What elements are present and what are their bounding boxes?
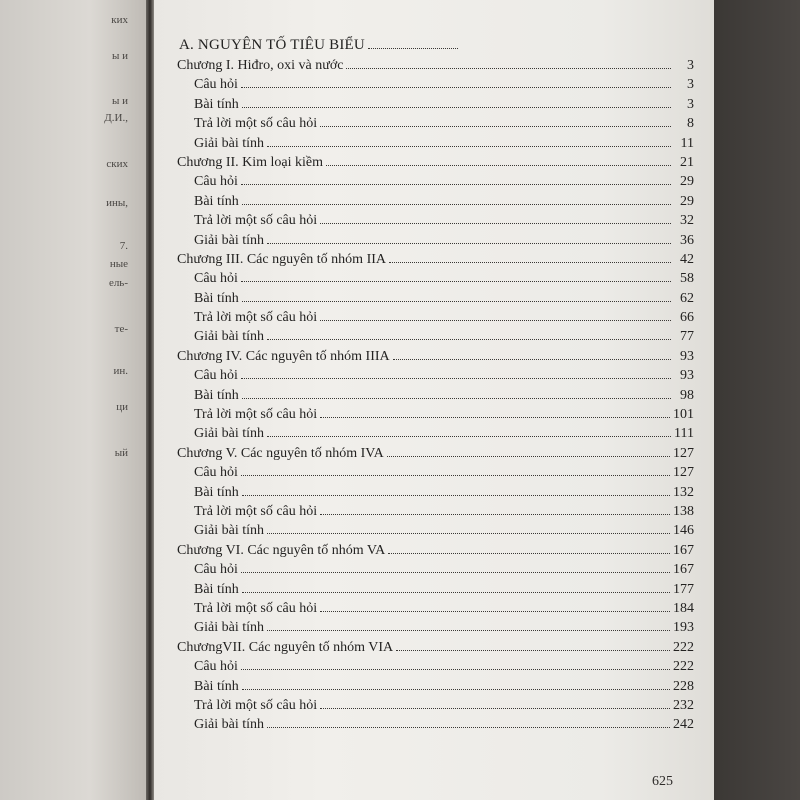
toc-item <box>166 269 694 288</box>
toc-item-page: 98 <box>680 387 694 403</box>
toc-item-label: Giải bài tính <box>194 135 264 151</box>
toc-item-label: Giải bài tính <box>194 232 264 248</box>
section-title: A. NGUYÊN TỐ TIÊU BIỂU <box>179 37 365 53</box>
toc-item <box>166 463 694 482</box>
toc-item <box>166 677 694 696</box>
dot-leader <box>241 572 670 573</box>
toc-item-label: Trả lời một số câu hỏi <box>194 310 318 326</box>
toc-item <box>166 618 694 637</box>
dot-leader <box>241 378 671 379</box>
dot-leader <box>393 359 671 360</box>
toc-item-page: 146 <box>673 523 694 539</box>
toc-chapter-page: 167 <box>673 542 694 558</box>
toc-item <box>166 715 694 734</box>
dot-leader <box>242 495 670 496</box>
toc-item-page: 36 <box>680 232 694 248</box>
toc-item-label: Bài tính <box>194 484 239 500</box>
toc-chapter <box>166 250 694 269</box>
toc-chapter-label: Chương III. Các nguyên tố nhóm IIA <box>177 251 387 267</box>
dot-leader <box>267 630 670 631</box>
toc-item-page: 58 <box>680 271 694 287</box>
toc-item-page: 222 <box>673 659 694 675</box>
toc-item <box>166 580 694 599</box>
toc-item-page: 3 <box>687 96 694 112</box>
toc-item-label: Trả lời một số câu hỏi <box>194 116 318 132</box>
left-page-fragment: 7. <box>119 240 128 252</box>
dot-leader <box>241 281 671 282</box>
toc-item <box>166 192 694 211</box>
toc-item-label: Câu hỏi <box>194 368 238 384</box>
toc-item-page: 32 <box>680 213 694 229</box>
toc-item-label: Bài tính <box>194 387 239 403</box>
left-page-fragment: ци <box>116 401 128 413</box>
toc-chapter-page: 3 <box>687 58 694 73</box>
left-page-fragment: ные <box>109 258 128 270</box>
toc-item-page: 111 <box>674 426 694 442</box>
section-heading <box>166 34 694 56</box>
toc-item-label: Câu hỏi <box>194 77 238 93</box>
toc-item-page: 127 <box>673 465 694 481</box>
toc-item-page: 167 <box>673 562 694 578</box>
dot-leader <box>326 165 671 166</box>
toc-item-page: 177 <box>673 581 694 597</box>
dot-leader <box>387 456 670 457</box>
dot-leader <box>242 592 670 593</box>
dot-leader <box>389 262 671 263</box>
dot-leader <box>267 533 670 534</box>
toc-item-label: Giải bài tính <box>194 523 264 539</box>
left-page-fragment: ый <box>114 447 128 459</box>
left-page-fragment: те- <box>114 323 128 335</box>
table-of-contents <box>166 34 694 735</box>
toc-chapter-label: Chương VI. Các nguyên tố nhóm VA <box>177 542 386 558</box>
toc-item-page: 8 <box>687 116 694 132</box>
background <box>714 0 800 800</box>
toc-chapter-page: 222 <box>673 639 694 655</box>
toc-chapter <box>166 541 694 560</box>
dot-leader <box>320 417 670 418</box>
dot-leader <box>241 669 670 670</box>
dot-leader <box>267 146 671 147</box>
dot-leader <box>320 611 670 612</box>
dot-leader <box>267 243 671 244</box>
toc-chapter <box>166 638 694 657</box>
toc-item-page: 193 <box>673 620 694 636</box>
toc-item-page: 29 <box>680 174 694 190</box>
toc-item-label: Giải bài tính <box>194 620 264 636</box>
toc-item-label: Câu hỏi <box>194 659 238 675</box>
toc-item-label: Bài tính <box>194 678 239 694</box>
toc-item <box>166 560 694 579</box>
toc-item-label: Bài tính <box>194 193 239 209</box>
toc-item-label: Giải bài tính <box>194 717 264 733</box>
toc-item-label: Câu hỏi <box>194 465 238 481</box>
left-page-fragment: ин. <box>113 365 128 377</box>
toc-item-label: Trả lời một số câu hỏi <box>194 213 318 229</box>
toc-item <box>166 172 694 191</box>
toc-page <box>154 0 714 800</box>
toc-item <box>166 502 694 521</box>
dot-leader <box>242 107 671 108</box>
toc-item <box>166 366 694 385</box>
toc-chapter <box>166 347 694 366</box>
toc-item <box>166 289 694 308</box>
toc-item <box>166 75 694 94</box>
toc-chapter-page: 42 <box>680 251 694 267</box>
left-page-fragment: ы и <box>111 50 128 62</box>
toc-chapter <box>166 444 694 463</box>
toc-item-label: Câu hỏi <box>194 174 238 190</box>
toc-item <box>166 424 694 443</box>
toc-chapter-label: Chương II. Kim loại kiềm <box>177 154 324 170</box>
toc-item-page: 62 <box>680 290 694 306</box>
toc-item <box>166 657 694 676</box>
toc-chapter-page: 93 <box>680 348 694 364</box>
left-page-fragment: Д.И., <box>104 112 128 124</box>
toc-item-page: 228 <box>673 678 694 694</box>
dot-leader <box>388 553 670 554</box>
toc-item-page: 93 <box>680 368 694 384</box>
toc-item <box>166 134 694 153</box>
dot-leader <box>267 339 671 340</box>
dot-leader <box>267 727 670 728</box>
toc-item-label: Bài tính <box>194 96 239 112</box>
toc-item-page: 232 <box>673 697 694 713</box>
left-page-fragment: ских <box>106 158 128 170</box>
dot-leader <box>320 708 670 709</box>
toc-chapter-label: ChươngVII. Các nguyên tố nhóm VIA <box>177 639 394 655</box>
toc-item <box>166 308 694 327</box>
toc-item-page: 77 <box>680 329 694 345</box>
dot-leader <box>242 689 670 690</box>
dot-leader <box>320 514 670 515</box>
toc-item-label: Trả lời một số câu hỏi <box>194 407 318 423</box>
toc-chapter-label: Chương IV. Các nguyên tố nhóm IIIA <box>177 348 390 364</box>
dot-leader <box>242 398 671 399</box>
dot-leader <box>242 301 671 302</box>
toc-item <box>166 95 694 114</box>
dot-leader <box>320 320 671 321</box>
toc-item-page: 101 <box>673 407 694 423</box>
toc-item <box>166 327 694 346</box>
left-page-fragment: ких <box>111 14 128 26</box>
toc-item-label: Câu hỏi <box>194 271 238 287</box>
toc-item-page: 66 <box>680 310 694 326</box>
toc-item-label: Trả lời một số câu hỏi <box>194 600 318 616</box>
page-number: 625 <box>652 774 673 789</box>
toc-item-label: Giải bài tính <box>194 426 264 442</box>
toc-item-page: 11 <box>680 135 694 151</box>
toc-item <box>166 521 694 540</box>
toc-item-label: Trả lời một số câu hỏi <box>194 503 318 519</box>
dot-leader <box>241 184 671 185</box>
dot-leader <box>267 436 671 437</box>
dot-leader <box>320 223 671 224</box>
toc-item-label: Giải bài tính <box>194 329 264 345</box>
toc-item <box>166 696 694 715</box>
left-page-fragment: ы и <box>111 95 128 107</box>
dot-leader <box>242 204 671 205</box>
toc-item-page: 242 <box>673 717 694 733</box>
toc-item <box>166 483 694 502</box>
toc-item-page: 3 <box>687 77 694 93</box>
toc-chapter-label: Chương I. Hiđro, oxi và nước <box>177 58 344 73</box>
toc-item-page: 184 <box>673 600 694 616</box>
toc-item-label: Trả lời một số câu hỏi <box>194 697 318 713</box>
toc-item <box>166 405 694 424</box>
toc-chapter <box>166 153 694 172</box>
dot-leader <box>396 650 670 651</box>
toc-chapter <box>166 56 694 75</box>
toc-item-label: Câu hỏi <box>194 562 238 578</box>
left-page-fragment: ины, <box>106 197 128 209</box>
toc-item <box>166 386 694 405</box>
toc-chapter-label: Chương V. Các nguyên tố nhóm IVA <box>177 445 384 461</box>
toc-item <box>166 114 694 133</box>
dot-leader <box>320 126 671 127</box>
toc-chapter-page: 127 <box>673 445 694 461</box>
toc-chapter-page: 21 <box>680 154 694 170</box>
left-page-fragment: ель- <box>108 277 128 289</box>
toc-item-page: 29 <box>680 193 694 209</box>
toc-item <box>166 599 694 618</box>
toc-item-page: 132 <box>673 484 694 500</box>
dot-leader <box>241 87 671 88</box>
toc-item-label: Bài tính <box>194 581 239 597</box>
toc-item-page: 138 <box>673 503 694 519</box>
dot-leader <box>368 48 458 49</box>
dot-leader <box>346 68 671 69</box>
toc-item <box>166 231 694 250</box>
toc-item-label: Bài tính <box>194 290 239 306</box>
left-page <box>0 0 150 800</box>
book-gutter <box>146 0 154 800</box>
toc-item <box>166 211 694 230</box>
dot-leader <box>241 475 670 476</box>
